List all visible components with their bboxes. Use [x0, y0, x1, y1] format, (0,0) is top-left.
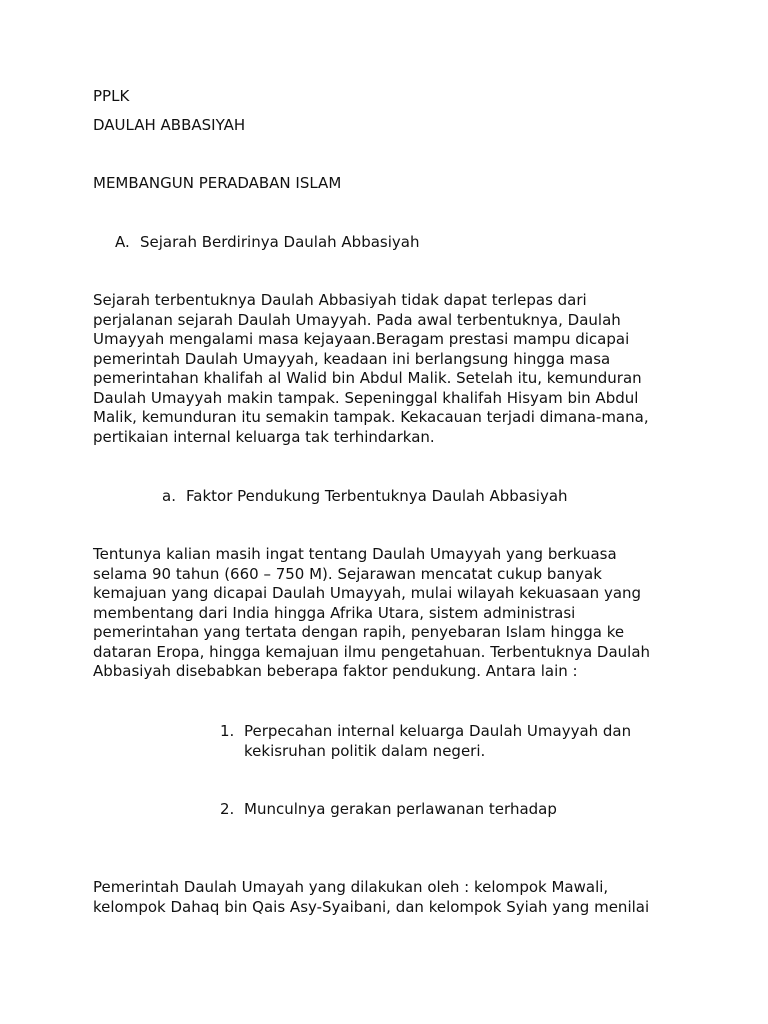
list-item-text [244, 800, 557, 820]
section-a-paragraph [93, 291, 683, 447]
paragraph-line: selama 90 tahun (660 – 750 M). Sejarawan mencatat cukup banyak [93, 564, 602, 583]
paragraph-line: pemerintahan yang tertata dengan rapih, penyebaran Islam hingga ke [93, 623, 625, 641]
subsection-a-title: Faktor Pendukung Terbentuknya Daulah Abbasiyah [186, 487, 568, 505]
paragraph-line: Malik, kemunduran itu semakin tampak. Kekacauan terjadi dimana-mana, [93, 408, 649, 426]
section-a-marker: A. [115, 233, 130, 251]
paragraph-line: pertikaian internal keluarga tak terhindarkan. [93, 427, 435, 446]
list-item-marker: 1. [220, 722, 235, 740]
paragraph-line: perjalanan sejarah Daulah Umayyah. Pada awal terbentuknya, Daulah [93, 310, 621, 329]
paragraph-line: dataran Eropa, hingga kemajuan ilmu pengetahuan. Terbentuknya Daulah [93, 642, 651, 661]
subsection-a-marker: a. [162, 487, 176, 505]
list-item-line: Perpecahan internal keluarga Daulah Umayyah dan [244, 722, 632, 740]
list-item-text [244, 722, 631, 761]
paragraph-line: Pemerintah Daulah Umayah yang dilakukan oleh : kelompok Mawali, [93, 878, 609, 896]
paragraph-line: Tentunya kalian masih ingat tentang Daulah Umayyah yang berkuasa [93, 545, 617, 563]
paragraph-line: Umayyah mengalami masa kejayaan.Beragam prestasi mampu dicapai [93, 330, 630, 348]
list-item-line: Munculnya gerakan perlawanan terhadap [244, 800, 557, 818]
paragraph-line: Sejarah terbentuknya Daulah Abbasiyah tidak dapat terlepas dari [93, 291, 587, 309]
paragraph-line: Daulah Umayyah makin tampak. Sepeninggal khalifah Hisyam bin Abdul [93, 388, 639, 407]
paragraph-line: kemajuan yang dicapai Daulah Umayyah, mulai wilayah kekuasaan yang [93, 584, 642, 602]
subsection-a-paragraph [93, 545, 683, 682]
paragraph-line: Abbasiyah disebabkan beberapa faktor pendukung. Antara lain : [93, 662, 578, 680]
list-item-marker: 2. [220, 800, 235, 818]
document-subtitle: MEMBANGUN PERADABAN ISLAM [93, 174, 342, 192]
list-item-line: kekisruhan politik dalam negeri. [244, 741, 486, 760]
closing-paragraph [93, 878, 683, 917]
paragraph-line: pemerintahan khalifah al Walid bin Abdul Malik. Setelah itu, kemunduran [93, 369, 642, 387]
paragraph-line: membentang dari India hingga Afrika Utara, sistem administrasi [93, 603, 576, 622]
paragraph-line: pemerintah Daulah Umayyah, keadaan ini berlangsung hingga masa [93, 349, 611, 368]
document-code: PPLK [93, 87, 130, 105]
section-a-title: Sejarah Berdirinya Daulah Abbasiyah [140, 233, 420, 251]
document-title: DAULAH ABBASIYAH [93, 116, 246, 134]
paragraph-line: kelompok Dahaq bin Qais Asy-Syaibani, dan kelompok Syiah yang menilai [93, 897, 650, 916]
